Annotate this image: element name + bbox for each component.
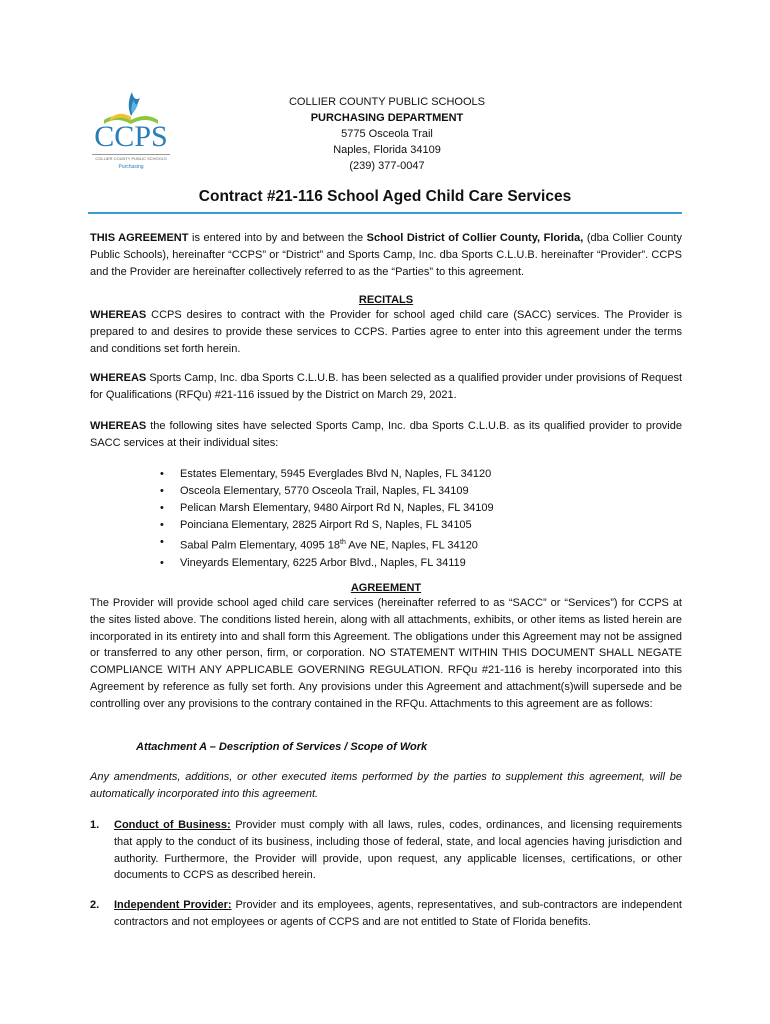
- header-address: [282, 94, 492, 174]
- agreement-body: The Provider will provide school aged child care services (hereinafter referred to as “SACC” or “Services”) for CCPS at the sites listed above. The conditions listed herein, along with all attachments, exhibits, or other items as listed herein are incorporated in its entirety into and shall form this Agreement. The obligations under this Agreement may not be assigned or transferred to any other person, firm, or corporation. NO STATEMENT WITHIN THIS DOCUMENT SHALL NEGATE COMPLIANCE WITH ANY APPLICABLE GOVERNING REGULATION. RFQu #21-116 is hereby incorporated into this Agreement by reference as fully set forth. Any provisions under this Agreement and attachment(s)will supersede and be controlling over any provisions to the contrary contained in the RFQu. Attachments to this agreement are as follows:: [90, 597, 682, 710]
- header-line-2: PURCHASING DEPARTMENT: [310, 112, 464, 124]
- intro-lead: THIS AGREEMENT: [90, 232, 189, 244]
- recital-2: WHEREAS Sports Camp, Inc. dba Sports C.L.U.B. has been selected as a qualified provider under provisions of Request for Qualifications (RFQu) #21-116 issued by the District on March 29, 2021.: [90, 372, 682, 401]
- recital-1: WHEREAS CCPS desires to contract with the Provider for school aged child care (SACC) services. The Provider is prepared to and desires to provide these services to CCPS. Parties agree to enter into this agreement under the terms and conditions set forth herein.: [90, 309, 682, 355]
- logo-subtag: Purchasing: [118, 164, 144, 170]
- list-item: • Pelican Marsh Elementary, 9480 Airport Rd N, Naples, FL 34109: [160, 500, 494, 517]
- attachment-line: Attachment A – Description of Services / Scope of Work: [136, 741, 428, 753]
- clause-text: Provider and its employees, agents, representatives, and sub-contractors are independent contractors and not employees or agents of CCPS and are not entitled to State of Florida benefits.: [114, 899, 682, 928]
- clause-text: Provider must comply with all laws, rules, codes, ordinances, and licensing requirements that apply to the conduct of its business, including those of federal, state, and local agencies having jurisdiction and authority. Furthermore, the Provider will provide, upon request, any applicable licenses, certifications, or other documents to CCPS as described herein.: [114, 819, 683, 882]
- intro-district: School District of Collier County, Florida,: [366, 232, 584, 244]
- ccps-logo: [86, 90, 176, 176]
- intro-paragraph: [90, 230, 682, 280]
- agreement-heading: AGREEMENT: [350, 582, 422, 594]
- clause-2: [90, 897, 682, 931]
- list-item: • Estates Elementary, 5945 Everglades Blvd N, Naples, FL 34120: [160, 466, 494, 483]
- logo-wordmark: CCPS: [94, 120, 168, 153]
- clause-number: 2.: [90, 899, 100, 911]
- list-item: • Sabal Palm Elementary, 4095 18th Ave NE, Naples, FL 34120: [160, 534, 494, 555]
- header-line-3: 5775 Osceola Trail: [341, 128, 433, 140]
- header-line-5: (239) 377-0047: [349, 160, 425, 172]
- clause-title: Conduct of Business:: [114, 819, 231, 831]
- clause-1: [90, 817, 682, 884]
- intro-part2: (dba Collier County Public Schools), hereinafter “CCPS” or “District” and Sports Camp, Inc. dba Sports C.L.U.B. hereinafter “Provider”. CCPS and the Provider are hereinafter collectively referred to as the “Parties” to this agreement.: [90, 232, 682, 278]
- list-item: • Osceola Elementary, 5770 Osceola Trail, Naples, FL 34109: [160, 483, 494, 500]
- clause-title: Independent Provider:: [114, 899, 232, 911]
- logo-tagline: COLLIER COUNTY PUBLIC SCHOOLS: [92, 154, 170, 161]
- amendments-paragraph: Any amendments, additions, or other executed items performed by the parties to supplement this agreement, will be automatically incorporated into this agreement.: [90, 771, 682, 800]
- header-line-4: Naples, Florida 34109: [333, 144, 441, 156]
- sites-list: [160, 466, 494, 572]
- document-title: Contract #21-116 School Aged Child Care Services: [88, 188, 682, 214]
- list-item: • Vineyards Elementary, 6225 Arbor Blvd., Naples, FL 34119: [160, 555, 494, 572]
- clause-number: 1.: [90, 819, 100, 831]
- list-item: • Poinciana Elementary, 2825 Airport Rd S, Naples, FL 34105: [160, 517, 494, 534]
- header-line-1: COLLIER COUNTY PUBLIC SCHOOLS: [288, 96, 485, 108]
- recitals-heading: RECITALS: [358, 294, 414, 306]
- recital-3: WHEREAS the following sites have selected Sports Camp, Inc. dba Sports C.L.U.B. as its qualified provider to provide SACC services at their individual sites:: [90, 420, 682, 449]
- intro-part1: is entered into by and between the: [188, 232, 367, 244]
